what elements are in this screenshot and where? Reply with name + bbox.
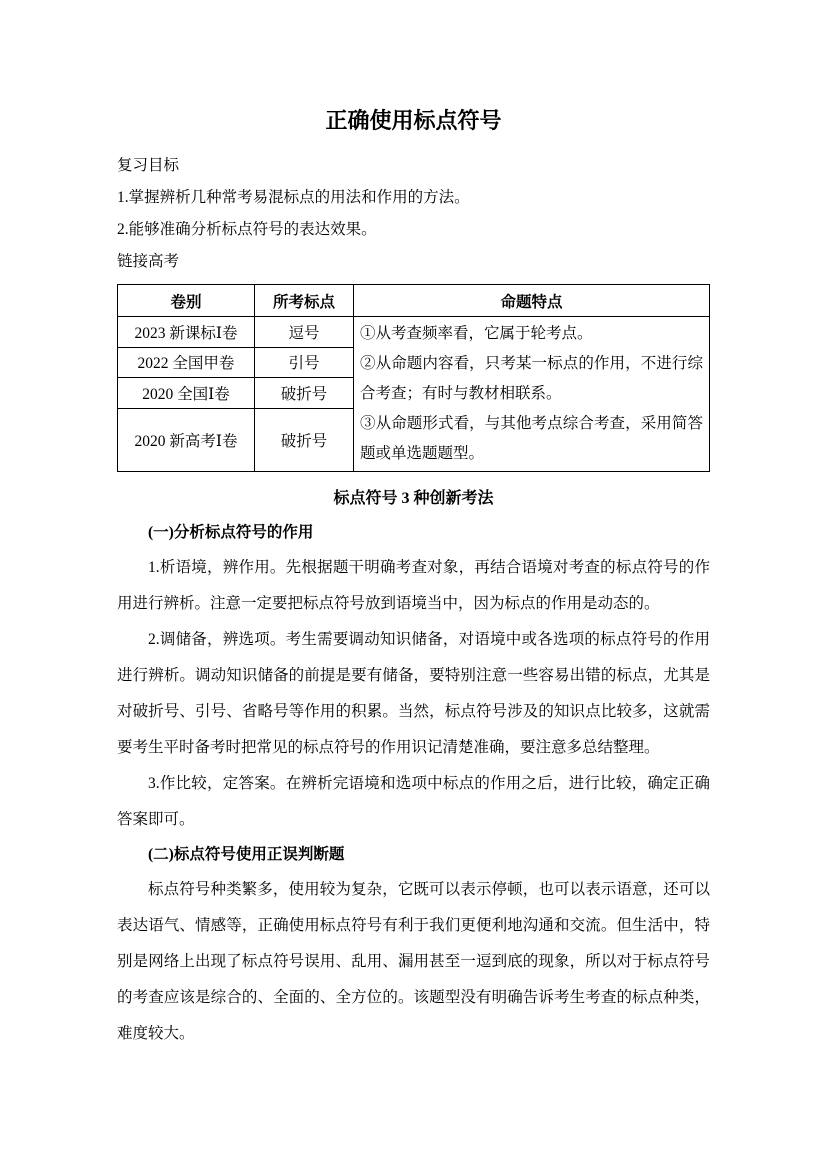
table-row (118, 317, 710, 348)
cell-juan: 2023 新课标Ⅰ卷 (118, 317, 255, 348)
section1-paragraph-2: 2.调储备，辨选项。考生需要调动知识储备，对语境中或各选项的标点符号的作用进行辨析。调动知识储备的前提是要有储备，要特别注意一些容易出错的标点，尤其是对破折号、引号、省略号等作用的积累。当然，标点符号涉及的知识点比较多，这就需要考生平时备考时把常见的标点符号的作用识记清楚准确，要注意多总结整理。 (117, 631, 710, 756)
review-goal-2: 2.能够准确分析标点符号的表达效果。 (117, 221, 377, 238)
feature-item-3: ③从命题形式看，与其他考点综合考查，采用简答题或单选题题型。 (360, 415, 703, 462)
cell-punct: 破折号 (255, 378, 354, 409)
page-title: 正确使用标点符号 (325, 108, 502, 133)
section2-heading: (二)标点符号使用正误判断题 (148, 846, 345, 863)
table-header-row (118, 285, 710, 317)
link-gaokao-label: 链接高考 (117, 253, 180, 270)
feature-item-1: ①从考查频率看，它属于轮考点。 (360, 325, 593, 342)
section1-paragraph-1: 1.析语境，辨作用。先根据题干明确考查对象，再结合语境对考查的标点符号的作用进行辨析。注意一定要把标点符号放到语境当中，因为标点的作用是动态的。 (117, 559, 710, 612)
review-goal-1: 1.掌握辨析几种常考易混标点的用法和作用的方法。 (117, 189, 470, 206)
cell-punct: 破折号 (255, 408, 354, 471)
section1-heading: (一)分析标点符号的作用 (148, 524, 314, 541)
cell-juan: 2020 全国Ⅰ卷 (118, 378, 255, 409)
header-juan: 卷别 (118, 285, 255, 317)
cell-juan: 2022 全国甲卷 (118, 347, 255, 378)
cell-punct: 逗号 (255, 317, 354, 348)
header-punct: 所考标点 (255, 285, 354, 317)
section1-paragraph-3: 3.作比较，定答案。在辨析完语境和选项中标点的作用之后，进行比较，确定正确答案即可。 (117, 775, 710, 828)
cell-juan: 2020 新高考Ⅰ卷 (118, 408, 255, 471)
exam-history-table (117, 284, 710, 472)
cell-features (354, 317, 710, 472)
cell-punct: 引号 (255, 347, 354, 378)
section-subtitle: 标点符号 3 种创新考法 (333, 490, 494, 507)
review-goal-label: 复习目标 (117, 157, 180, 174)
feature-item-2: ②从命题内容看，只考某一标点的作用，不进行综合考查；有时与教材相联系。 (360, 355, 703, 402)
section2-paragraph-1: 标点符号种类繁多，使用较为复杂，它既可以表示停顿，也可以表示语意，还可以表达语气、情感等，正确使用标点符号有利于我们更便利地沟通和交流。但生活中，特别是网络上出现了标点符号误用、乱用、漏用甚至一逗到底的现象，所以对于标点符号的考查应该是综合的、全面的、全方位的。该题型没有明确告诉考生考查的标点种类，难度较大。 (117, 881, 710, 1042)
header-feature: 命题特点 (354, 285, 710, 317)
